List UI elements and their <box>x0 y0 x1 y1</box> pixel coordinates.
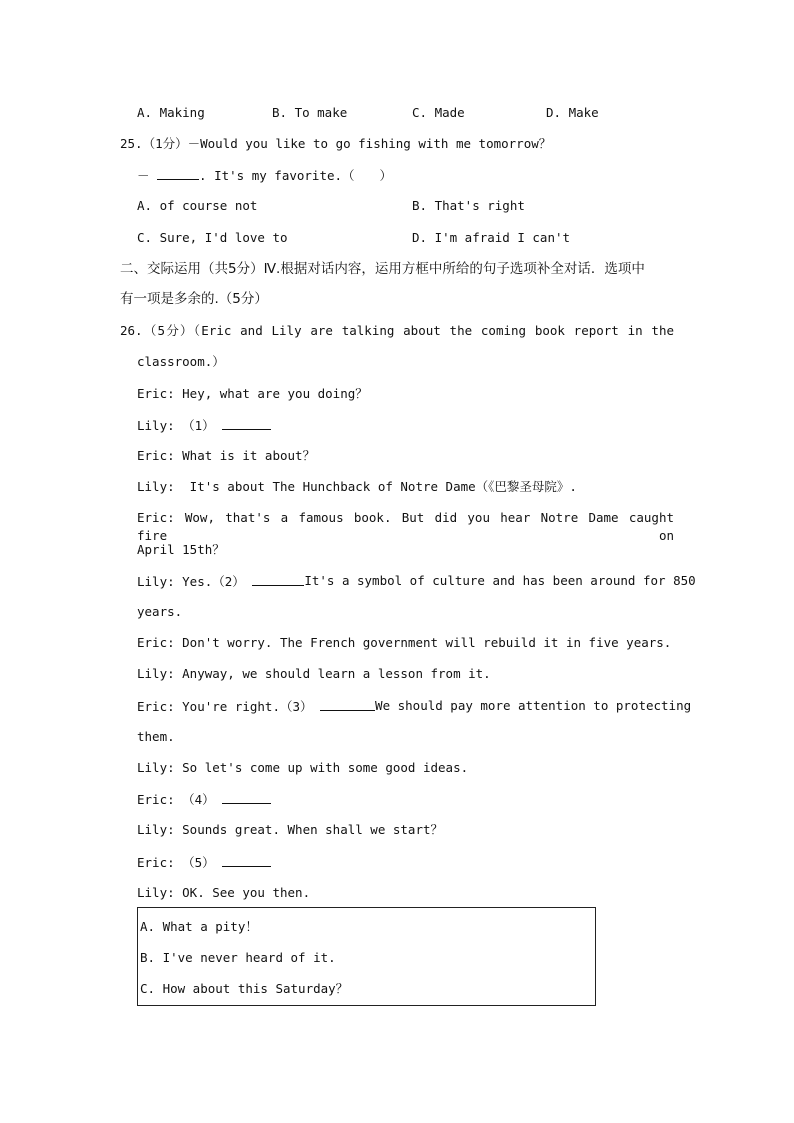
box-option-b: B. I've never heard of it. <box>140 950 336 965</box>
q25-stem: 25.（1分）－Would you like to go fishing with me tomorrow？ <box>120 136 552 151</box>
dialogue-line-13 <box>137 853 271 872</box>
dialogue-line-8: Lily: Anyway, we should learn a lesson from it. <box>137 666 491 681</box>
answer-blank-4[interactable] <box>222 790 271 804</box>
q24-option-a: A. Making <box>137 105 205 120</box>
dialogue-line-5-cont: April 15th？ <box>137 542 225 557</box>
dialogue-line-9-cont: them. <box>137 729 175 744</box>
dialogue-line-6-cont: years. <box>137 604 183 619</box>
dialogue-line-5: Eric: Wow, that's a famous book. But did you hear Notre Dame caught fire on <box>137 510 674 543</box>
dialogue-line-11-text: Eric: （4） <box>137 792 215 807</box>
q26-intro: 26.（5分）（Eric and Lily are talking about the coming book report in the <box>120 323 674 338</box>
dialogue-line-11 <box>137 790 271 809</box>
dialogue-line-13-text: Eric: （5） <box>137 855 215 870</box>
answer-blank-5[interactable] <box>222 853 271 867</box>
q25-reply-suffix: . It's my favorite.（ ） <box>199 168 393 183</box>
dialogue-line-2-text: Lily: （1） <box>137 418 215 433</box>
q24-option-d: D. Make <box>546 105 599 120</box>
q24-option-b: B. To make <box>272 105 348 120</box>
dialogue-line-10: Lily: So let's come up with some good ideas. <box>137 760 469 775</box>
q24-option-c: C. Made <box>412 105 465 120</box>
dialogue-line-1: Eric: Hey, what are you doing？ <box>137 386 368 401</box>
q25-option-c: C. Sure, I'd love to <box>137 230 288 245</box>
q25-option-d: D. I'm afraid I can't <box>412 230 571 245</box>
dialogue-line-12: Lily: Sounds great. When shall we start？ <box>137 822 443 837</box>
q25-blank[interactable] <box>157 166 199 180</box>
q26-intro-cont: classroom.） <box>137 354 225 369</box>
dialogue-line-9-prefix: Eric: You're right.（3） <box>137 699 313 714</box>
dialogue-line-9-suffix: We should pay more attention to protecting <box>375 698 692 713</box>
dialogue-line-2 <box>137 416 271 435</box>
dialogue-line-6-prefix: Lily: Yes.（2） <box>137 574 245 589</box>
q25-option-a: A. of course not <box>137 198 258 213</box>
box-option-c: C. How about this Saturday？ <box>140 981 349 996</box>
q25-reply-prefix: － <box>137 168 150 183</box>
dialogue-line-6-suffix: It's a symbol of culture and has been around for 850 <box>304 573 696 588</box>
q25-option-b: B. That's right <box>412 198 525 213</box>
box-option-a: A. What a pity！ <box>140 919 258 934</box>
dialogue-line-6 <box>137 572 696 591</box>
section2-heading-line2: 有一项是多余的.（5分） <box>120 291 268 307</box>
section2-heading-line1: 二、交际运用（共5分）Ⅳ.根据对话内容，运用方框中所给的句子选项补全对话．选项中 <box>120 261 645 277</box>
answer-blank-3[interactable] <box>320 697 375 711</box>
answer-blank-2[interactable] <box>252 572 304 586</box>
dialogue-line-14: Lily: OK. See you then. <box>137 885 311 900</box>
answer-blank-1[interactable] <box>222 416 271 430</box>
dialogue-line-9 <box>137 697 692 716</box>
dialogue-line-7: Eric: Don't worry. The French government will rebuild it in five years. <box>137 635 672 650</box>
dialogue-line-4: Lily: It's about The Hunchback of Notre Dame（《巴黎圣母院》. <box>137 479 577 494</box>
dialogue-line-3: Eric: What is it about？ <box>137 448 316 463</box>
options-box <box>137 907 596 1006</box>
q25-reply <box>137 166 392 185</box>
